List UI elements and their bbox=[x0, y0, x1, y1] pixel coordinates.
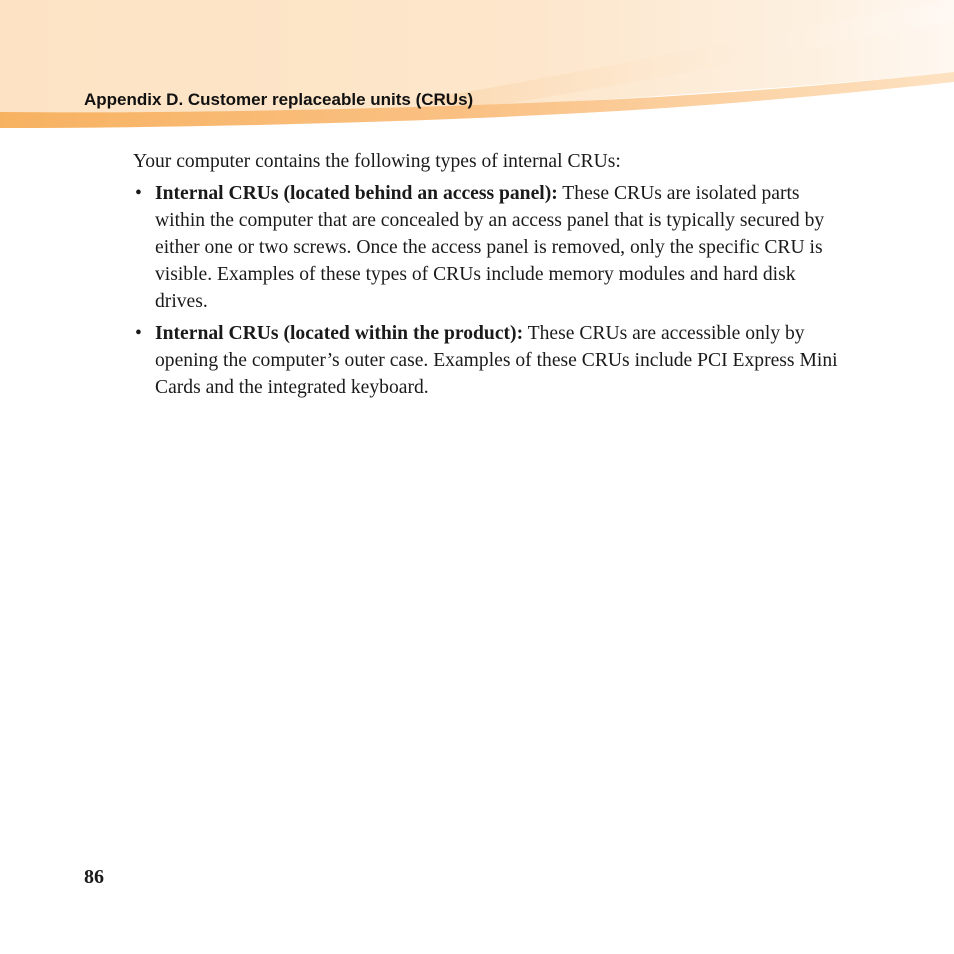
list-item bbox=[133, 180, 848, 315]
cru-type-list bbox=[133, 180, 848, 401]
list-item-text: These CRUs are accessible only by opening the computer’s outer case. Examples of these CRUs include PCI Express Mini Cards and the integrated keyboard. bbox=[155, 323, 838, 398]
page-header-title: Appendix D. Customer replaceable units (CRUs) bbox=[84, 90, 474, 109]
list-item bbox=[133, 320, 848, 401]
list-item-text: These CRUs are isolated parts within the computer that are concealed by an access panel that is typically secured by either one or two screws. Once the access panel is removed, only the specific CRU is visible. Examples of these types of CRUs include memory modules and hard disk drives. bbox=[155, 183, 825, 312]
header-decorative-band bbox=[0, 0, 954, 135]
list-item-lead: Internal CRUs (located within the product): bbox=[155, 323, 524, 344]
bullet-icon: • bbox=[135, 323, 142, 344]
page-content bbox=[133, 148, 848, 406]
list-item-lead: Internal CRUs (located behind an access panel): bbox=[155, 183, 558, 204]
page-number: 86 bbox=[84, 866, 104, 888]
intro-paragraph: Your computer contains the following types of internal CRUs: bbox=[133, 151, 621, 172]
bullet-icon: • bbox=[135, 183, 142, 204]
